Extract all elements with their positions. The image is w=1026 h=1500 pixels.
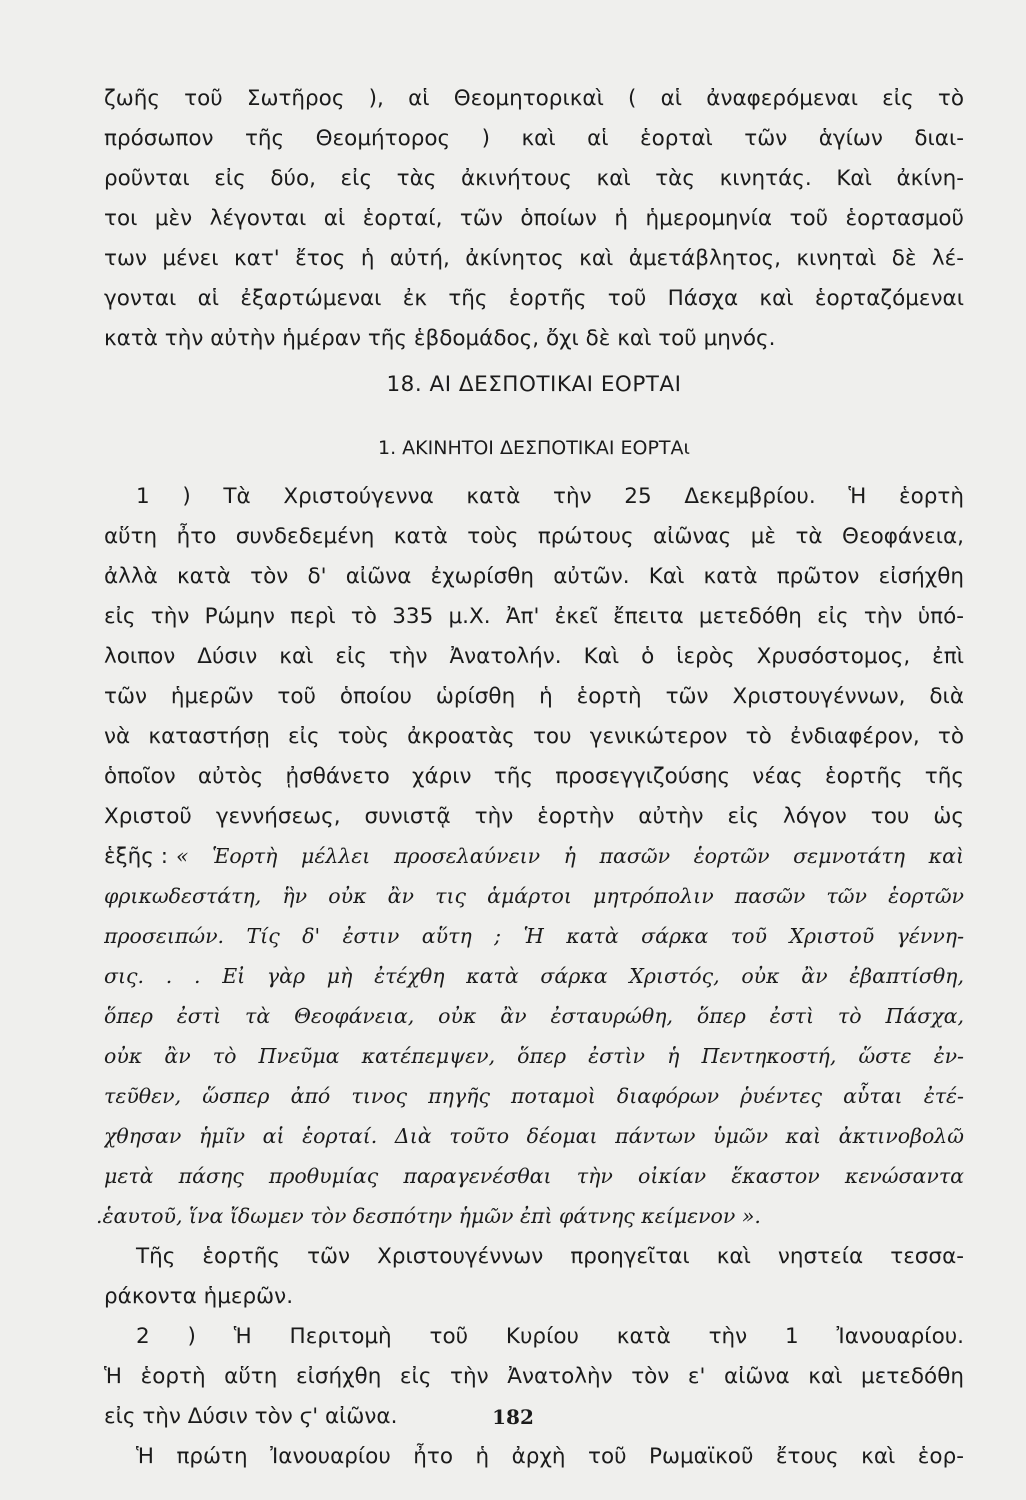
text-line: εἰς τὴν Ρώμην περὶ τὸ 335 μ.Χ. Ἀπ' ἐκεῖ ἔπειτα μετεδόθη εἰς τὴν ὑπό- bbox=[104, 604, 964, 629]
quote-line: φρικωδεστάτη, ἣν οὐκ ἂν τις ἁμάρτοι μητρόπολιν πασῶν τῶν ἑορτῶν bbox=[104, 884, 964, 908]
text-line: ζωῆς τοῦ Σωτῆρος ), αἱ Θεομητορικαὶ ( αἱ ἀναφερόμεναι εἰς τὸ bbox=[104, 86, 964, 111]
text-line: ὁποῖον αὐτὸς ᾐσθάνετο χάριν τῆς προσεγγιζούσης νέας ἑορτῆς τῆς bbox=[104, 764, 964, 789]
text-line: ἀλλὰ κατὰ τὸν δ' αἰῶνα ἐχωρίσθη αὐτῶν. Καὶ κατὰ πρῶτον εἰσήχθη bbox=[104, 564, 964, 589]
quote-line: τεῦθεν, ὥσπερ ἀπό τινος πηγῆς ποταμοὶ διαφόρων ῥυέντες αὗται ἐτέ- bbox=[104, 1084, 964, 1108]
text-line: νὰ καταστήσῃ εἰς τοὺς ἀκροατὰς του γενικώτερον τὸ ἐνδιαφέρον, τὸ bbox=[104, 724, 964, 749]
text-line: 2 ) Ἡ Περιτομὴ τοῦ Κυρίου κατὰ τὴν 1 Ἰανουαρίου. bbox=[136, 1324, 964, 1349]
text-line: ροῦνται εἰς δύο, εἰς τὰς ἀκινήτους καὶ τὰς κινητάς. Καὶ ἀκίνη- bbox=[104, 166, 964, 191]
text-line: Χριστοῦ γεννήσεως, συνιστᾷ τὴν ἑορτὴν αὐτὴν εἰς λόγον του ὡς bbox=[104, 804, 964, 829]
text-line: εἰς τὴν Δύσιν τὸν ϛ' αἰῶνα. bbox=[104, 1404, 398, 1429]
text-line: γονται αἱ ἐξαρτώμεναι ἐκ τῆς ἑορτῆς τοῦ Πάσχα καὶ ἑορταζόμεναι bbox=[104, 286, 964, 311]
text-line: Ἡ ἑορτὴ αὕτη εἰσήχθη εἰς τὴν Ἀνατολὴν τὸν ε' αἰῶνα καὶ μετεδόθη bbox=[104, 1364, 964, 1389]
text-line: Ἡ πρώτη Ἰανουαρίου ἦτο ἡ ἀρχὴ τοῦ Ρωμαϊκοῦ ἔτους καὶ ἑορ- bbox=[136, 1444, 964, 1469]
quote-line: μετὰ πάσης προθυμίας παραγενέσθαι τὴν οἰκίαν ἕκαστον κενώσαντα bbox=[104, 1164, 964, 1188]
text-line: ἑξῆς : bbox=[104, 844, 168, 869]
quote-line: ὅπερ ἐστὶ τὰ Θεοφάνεια, οὐκ ἂν ἐσταυρώθη, ὅπερ ἐστὶ τὸ Πάσχα, bbox=[104, 1004, 964, 1028]
section-heading: 18. ΑΙ ΔΕΣΠΟΤΙΚΑΙ ΕΟΡΤΑΙ bbox=[386, 372, 682, 397]
text-line: των μένει κατ' ἔτος ἡ αὐτή, ἀκίνητος καὶ ἀμετάβλητος, κινηταὶ δὲ λέ- bbox=[104, 246, 964, 271]
text-line: τῶν ἡμερῶν τοῦ ὁποίου ὡρίσθη ἡ ἑορτὴ τῶν Χριστουγέννων, διὰ bbox=[104, 684, 964, 709]
text-line: τοι μὲν λέγονται αἱ ἑορταί, τῶν ὁποίων ἡ ἡμερομηνία τοῦ ἑορτασμοῦ bbox=[104, 206, 964, 231]
text-line: κατὰ τὴν αὐτὴν ἡμέραν τῆς ἑβδομάδος, ὄχι δὲ καὶ τοῦ μηνός. bbox=[104, 326, 776, 351]
text-line: λοιπον Δύσιν καὶ εἰς τὴν Ἀνατολήν. Καὶ ὁ ἱερὸς Χρυσόστομος, ἐπὶ bbox=[104, 644, 964, 669]
text-line: αὕτη ἦτο συνδεδεμένη κατὰ τοὺς πρώτους αἰῶνας μὲ τὰ Θεοφάνεια, bbox=[104, 524, 964, 549]
quote-line: σις. . . Εἰ γὰρ μὴ ἐτέχθη κατὰ σάρκα Χριστός, οὐκ ἂν ἐβαπτίσθη, bbox=[104, 964, 964, 988]
section-subheading: 1. ΑΚΙΝΗΤΟΙ ΔΕΣΠΟΤΙΚΑΙ ΕΟΡΤΑι bbox=[378, 437, 690, 459]
quote-line: προσειπών. Τίς δ' ἐστιν αὕτη ; Ἡ κατὰ σάρκα τοῦ Χριστοῦ γέννη- bbox=[104, 924, 964, 948]
quote-line: οὐκ ἂν τὸ Πνεῦμα κατέπεμψεν, ὅπερ ἐστὶν ἡ Πεντηκοστή, ὥστε ἐν- bbox=[104, 1044, 964, 1068]
text-line: πρόσωπον τῆς Θεομήτορος ) καὶ αἱ ἑορταὶ τῶν ἁγίων διαι- bbox=[104, 126, 964, 151]
quote-line: .ἑαυτοῦ, ἵνα ἴδωμεν τὸν δεσπότην ἡμῶν ἐπὶ φάτνης κείμενον ». bbox=[96, 1204, 761, 1228]
text-line: Τῆς ἑορτῆς τῶν Χριστουγέννων προηγεῖται καὶ νηστεία τεσσα- bbox=[136, 1244, 964, 1269]
page-number: 182 bbox=[492, 1405, 534, 1429]
text-line: ράκοντα ἡμερῶν. bbox=[104, 1284, 294, 1309]
quote-line: χθησαν ἡμῖν αἱ ἑορταί. Διὰ τοῦτο δέομαι πάντων ὑμῶν καὶ ἀκτινοβολῶ bbox=[104, 1124, 964, 1148]
text-line: 1 ) Τὰ Χριστούγεννα κατὰ τὴν 25 Δεκεμβρίου. Ἡ ἑορτὴ bbox=[136, 484, 964, 509]
quote-line: « Ἑορτὴ μέλλει προσελαύνειν ἡ πασῶν ἑορτῶν σεμνοτάτη καὶ bbox=[176, 844, 964, 868]
